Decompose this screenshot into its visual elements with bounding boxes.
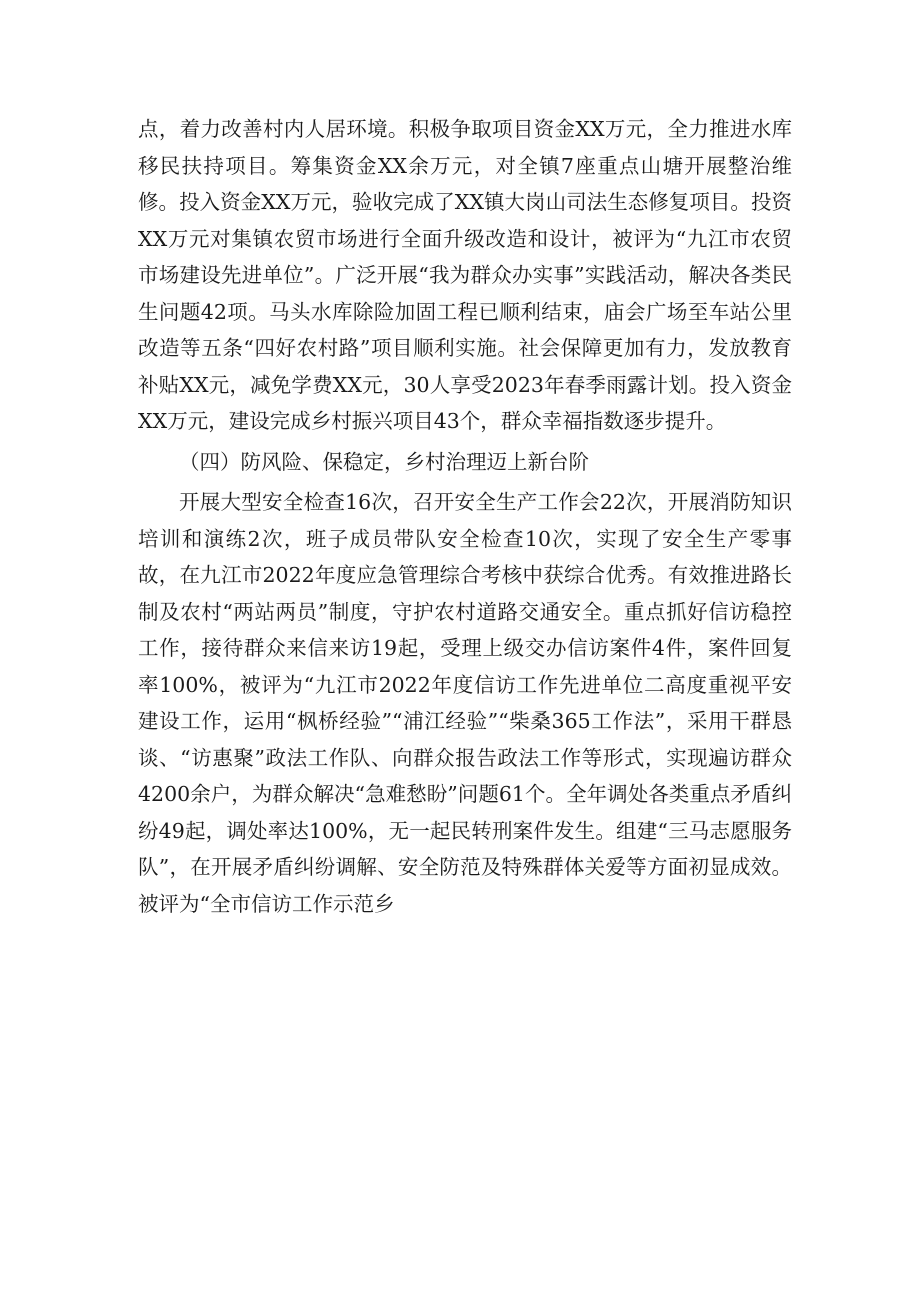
- paragraph-continuation: 点，着力改善村内人居环境。积极争取项目资金XX万元，全力推进水库移民扶持项目。筹集资金XX余万元，对全镇7座重点山塘开展整治维修。投入资金XX万元，验收完成了XX镇大岗山司法生态修复项目。投资XX万元对集镇农贸市场进行全面升级改造和设计，被评为“九江市农贸市场建设先进单位”。广泛开展“我为群众办实事”实践活动，解决各类民生问题42项。马头水库除险加固工程已顺利结束，庙会广场至车站公里改造等五条“四好农村路”项目顺利实施。社会保障更加有力，发放教育补贴XX元，减免学费XX元，30人享受2023年春季雨露计划。投入资金XX万元，建设完成乡村振兴项目43个，群众幸福指数逐步提升。: [138, 117, 792, 433]
- section-heading: （四）防风险、保稳定，乡村治理迈上新台阶: [179, 449, 589, 474]
- document-body: [138, 111, 792, 922]
- paragraph: 开展大型安全检查16次，召开安全生产工作会22次，开展消防知识培训和演练2次，班子成员带队安全检查10次，实现了安全生产零事故，在九江市2022年度应急管理综合考核中获综合优秀。有效推进路长制及农村“两站两员”制度，守护农村道路交通安全。重点抓好信访稳控工作，接待群众来信来访19起，受理上级交办信访案件4件，案件回复率100%，被评为“九江市2022年度信访工作先进单位二高度重视平安建设工作，运用“枫桥经验”“浦江经验”“柴桑365工作法”，采用干群恳谈、“访惠聚”政法工作队、向群众报告政法工作等形式，实现遍访群众4200余户，为群众解决“急难愁盼”问题61个。全年调处各类重点矛盾纠纷49起，调处率达100%，无一起民转刑案件发生。组建“三马志愿服务队”，在开展矛盾纠纷调解、安全防范及特殊群体关爱等方面初显成效。被评为“全市信访工作示范乡: [138, 490, 792, 916]
